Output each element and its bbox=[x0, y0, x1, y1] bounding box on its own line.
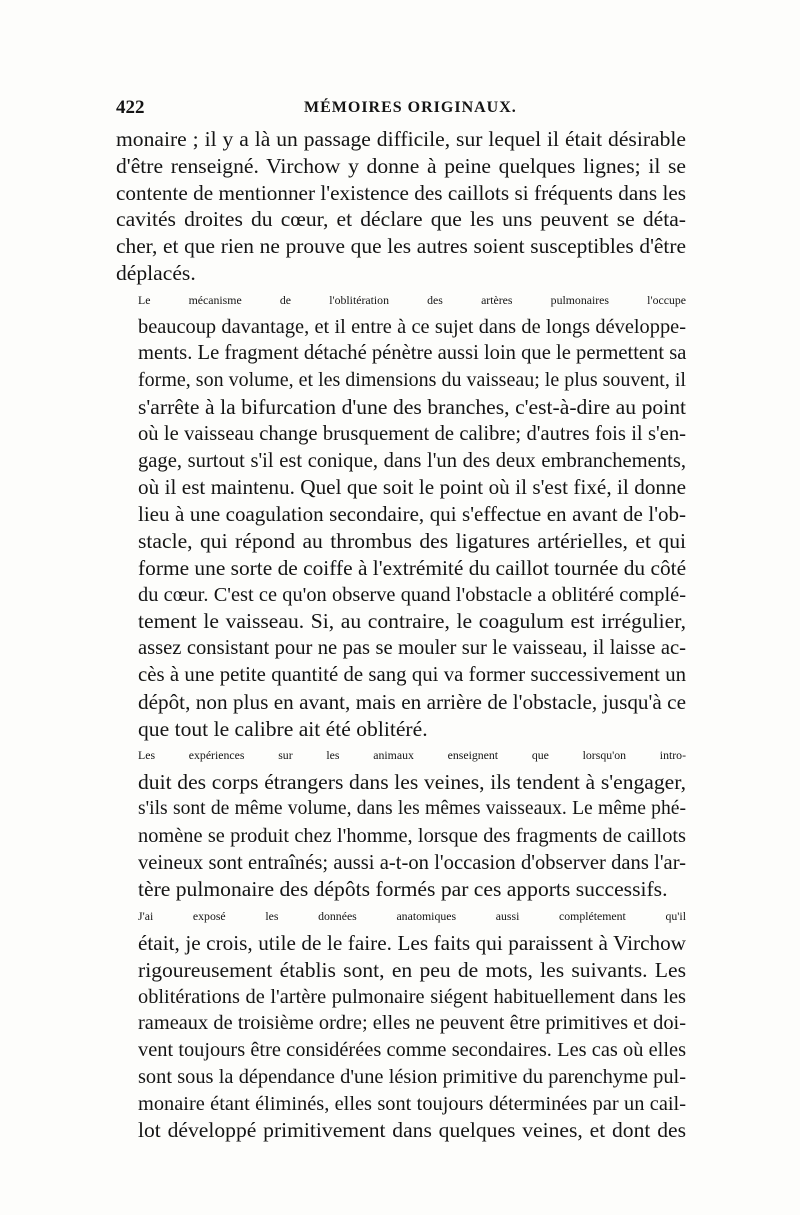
text-line: beaucoup davantage, et il entre à ce sujet dans de longs développe- bbox=[138, 315, 686, 338]
text-line: gage, surtout s'il est conique, dans l'un des deux embranchements, bbox=[138, 449, 686, 472]
text-line: monaire ; il y a là un passage difficile, sur lequel il était désirable bbox=[116, 127, 686, 151]
paragraph-2 bbox=[116, 287, 686, 743]
text-line: était, je crois, utile de le faire. Les faits qui paraissent à Virchow bbox=[138, 930, 686, 955]
text-line: cavités droites du cœur, et déclare que les uns peuvent se déta- bbox=[116, 207, 686, 232]
text-line: forme, son volume, et les dimensions du vaisseau; le plus souvent, il bbox=[138, 369, 686, 392]
text-line: J'ai exposé les données anatomiques aussi complétement qu'il bbox=[138, 909, 686, 924]
page-header bbox=[116, 97, 686, 121]
text-line: assez consistant pour ne pas se mouler sur le vaisseau, il laisse ac- bbox=[138, 637, 686, 660]
text-line: forme une sorte de coiffe à l'extrémité du caillot tournée du côté bbox=[138, 555, 687, 580]
text-line: où le vaisseau change brusquement de calibre; d'autres fois il s'en- bbox=[138, 422, 686, 445]
text-line: lieu à une coagulation secondaire, qui s'effectue en avant de l'ob- bbox=[138, 502, 686, 527]
text-line: lot développé primitivement dans quelques veines, et dont des bbox=[138, 1118, 686, 1143]
text-line: déplacés. bbox=[116, 260, 196, 285]
text-line: d'être renseigné. Virchow y donne à peine quelques lignes; il se bbox=[116, 153, 686, 178]
text-line: contente de mentionner l'existence des caillots si fréquents dans les bbox=[116, 180, 686, 205]
text-line: du cœur. C'est ce qu'on observe quand l'obstacle a oblitéré complé- bbox=[138, 583, 686, 606]
running-title: MÉMOIRES ORIGINAUX. bbox=[304, 99, 517, 116]
paragraph-4 bbox=[116, 903, 686, 1144]
page-number: 422 bbox=[116, 97, 145, 118]
text-line: cès à une petite quantité de sang qui va former successivement un bbox=[138, 662, 686, 686]
text-line: ments. Le fragment détaché pénètre aussi loin que le permettent sa bbox=[138, 342, 687, 365]
text-line: dépôt, non plus en avant, mais en arrière de l'obstacle, jusqu'à ce bbox=[138, 689, 686, 714]
text-line: que tout le calibre ait été oblitéré. bbox=[138, 716, 428, 741]
text-line: s'arrête à la bifurcation d'une des branches, c'est-à-dire au point bbox=[138, 394, 686, 419]
text-line: tement le vaisseau. Si, au contraire, le coagulum est irrégulier, bbox=[138, 609, 686, 634]
text-line: Le mécanisme de l'oblitération des artères pulmonaires l'occupe bbox=[138, 292, 686, 307]
text-line: s'ils sont de même volume, dans les mêmes vaisseaux. Le même phé- bbox=[138, 797, 686, 819]
text-line: oblitérations de l'artère pulmonaire siégent habituellement dans les bbox=[138, 985, 686, 1008]
text-line: où il est maintenu. Quel que soit le point où il s'est fixé, il donne bbox=[138, 475, 686, 500]
text-line: tère pulmonaire des dépôts formés par ces apports successifs. bbox=[138, 877, 668, 902]
text-line: sont sous la dépendance d'une lésion primitive du parenchyme pul- bbox=[138, 1065, 686, 1088]
text-line: duit des corps étrangers dans les veines, ils tendent à s'engager, bbox=[138, 770, 686, 795]
text-line: vent toujours être considérées comme secondaires. Les cas où elles bbox=[138, 1039, 686, 1062]
text-line: monaire étant éliminés, elles sont toujours déterminées par un cail- bbox=[138, 1092, 686, 1115]
text-line: cher, et que rien ne prouve que les autres soient susceptibles d'être bbox=[116, 234, 686, 259]
text-line: nomène se produit chez l'homme, lorsque des fragments de caillots bbox=[138, 824, 686, 847]
paragraph-1 bbox=[116, 126, 686, 287]
text-line: veineux sont entraînés; aussi a-t-on l'occasion d'observer dans l'ar- bbox=[138, 851, 686, 874]
text-line: rameaux de troisième ordre; elles ne peuvent être primitives et doi- bbox=[138, 1012, 686, 1035]
paragraph-3 bbox=[116, 742, 686, 903]
text-line: rigoureusement établis sont, en peu de mots, les suivants. Les bbox=[138, 957, 686, 982]
text-line: stacle, qui répond au thrombus des ligatures artérielles, et qui bbox=[138, 528, 686, 553]
body-text bbox=[116, 126, 686, 1144]
text-line: Les expériences sur les animaux enseignent que lorsqu'on intro- bbox=[138, 748, 686, 763]
